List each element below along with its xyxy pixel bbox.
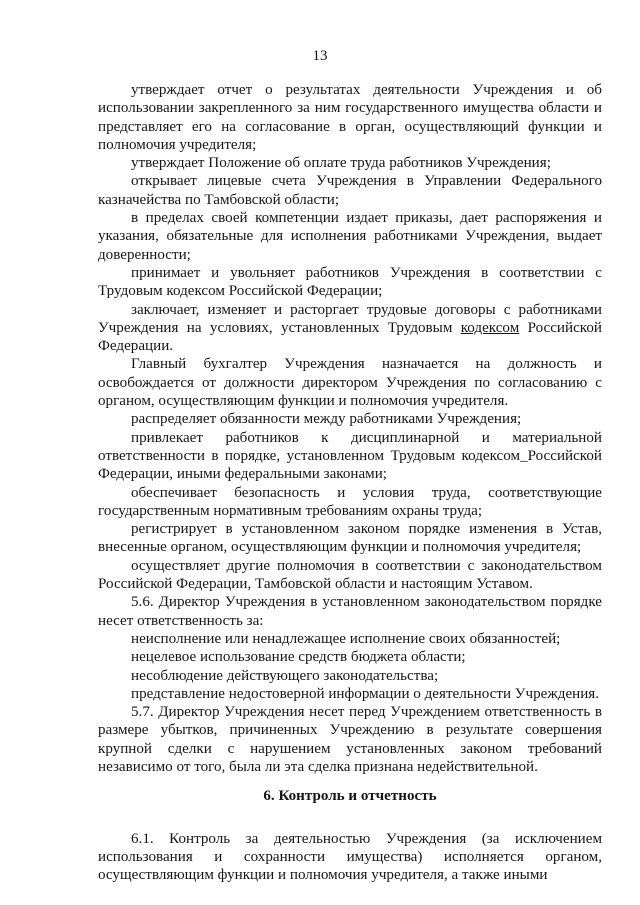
paragraph: принимает и увольняет работников Учреждения в соответствии с Трудовым кодексом Российской Федерации; xyxy=(98,264,602,300)
paragraph: регистрирует в установленном законом порядке изменения в Устав, внесенные органом, осуществляющим функции и полномочия учредителя; xyxy=(98,521,602,556)
paragraph: осуществляет другие полномочия в соответствии с законодательством Российской Федерации, Тамбовской области и настоящим Уставом. xyxy=(98,557,602,593)
paragraph: распределяет обязанности между работниками Учреждения; xyxy=(131,411,522,428)
paragraph xyxy=(98,301,602,356)
paragraph: обеспечивает безопасность и условия труда, соответствующие государственным нормативным требованиям охраны труда; xyxy=(98,484,602,519)
paragraph: открывает лицевые счета Учреждения в Управлении Федерального казначейства по Тамбовской области; xyxy=(98,173,602,208)
paragraph: утверждает Положение об оплате труда работников Учреждения; xyxy=(131,155,551,172)
paragraph: Главный бухгалтер Учреждения назначается на должность и освобождается от должности директором Учреждения по согласованию с органом, осуществляющим функции и полномочия учредителя. xyxy=(98,356,602,410)
section-heading: 6. Контроль и отчетность xyxy=(263,788,437,805)
paragraph: 5.7. Директор Учреждения несет перед Учреждением ответственность в размере убытков, причиненных Учреждению в результате совершения крупной сделки с нарушением установленных законом требований независимо от того, была ли эта сделка признана недействительной. xyxy=(98,704,602,775)
paragraph: 6.1. Контроль за деятельностью Учреждения (за исключением использования и сохранности имущества) исполняется органом, осуществляющим функции и полномочия учредителя, а также иными xyxy=(98,830,602,884)
paragraph-text: заключает, изменяет и расторгает трудовые договоры с работниками Учреждения на условиях, установленных Трудовым xyxy=(98,301,602,336)
paragraph: 5.6. Директор Учреждения в установленном законодательством порядке несет ответственность за: xyxy=(98,594,602,629)
paragraph: утверждает отчет о результатах деятельности Учреждения и об использовании закрепленного за ним государственного имущества области и представляет его на согласование в орган, осуществляющий функции и полномочия учредителя; xyxy=(98,82,602,153)
paragraph: представление недостоверной информации о деятельности Учреждения. xyxy=(131,685,600,702)
document-body xyxy=(98,81,602,884)
labor-code-link[interactable]: кодексом xyxy=(460,319,520,336)
paragraph: привлекает работников к дисциплинарной и материальной ответственности в порядке, установленном Трудовым кодексом_Российской Федерации, иными федеральными законами; xyxy=(98,429,602,483)
paragraph-text: Российской Федерации. xyxy=(98,319,602,355)
paragraph: несоблюдение действующего законодательства; xyxy=(131,667,439,684)
page-number: 13 xyxy=(312,48,328,64)
paragraph: неисполнение или ненадлежащее исполнение своих обязанностей; xyxy=(131,630,561,647)
paragraph: нецелевое использование средств бюджета области; xyxy=(131,649,466,666)
paragraph: в пределах своей компетенции издает приказы, дает распоряжения и указания, обязательные для исполнения работниками Учреждения, выдает доверенности; xyxy=(98,210,602,263)
